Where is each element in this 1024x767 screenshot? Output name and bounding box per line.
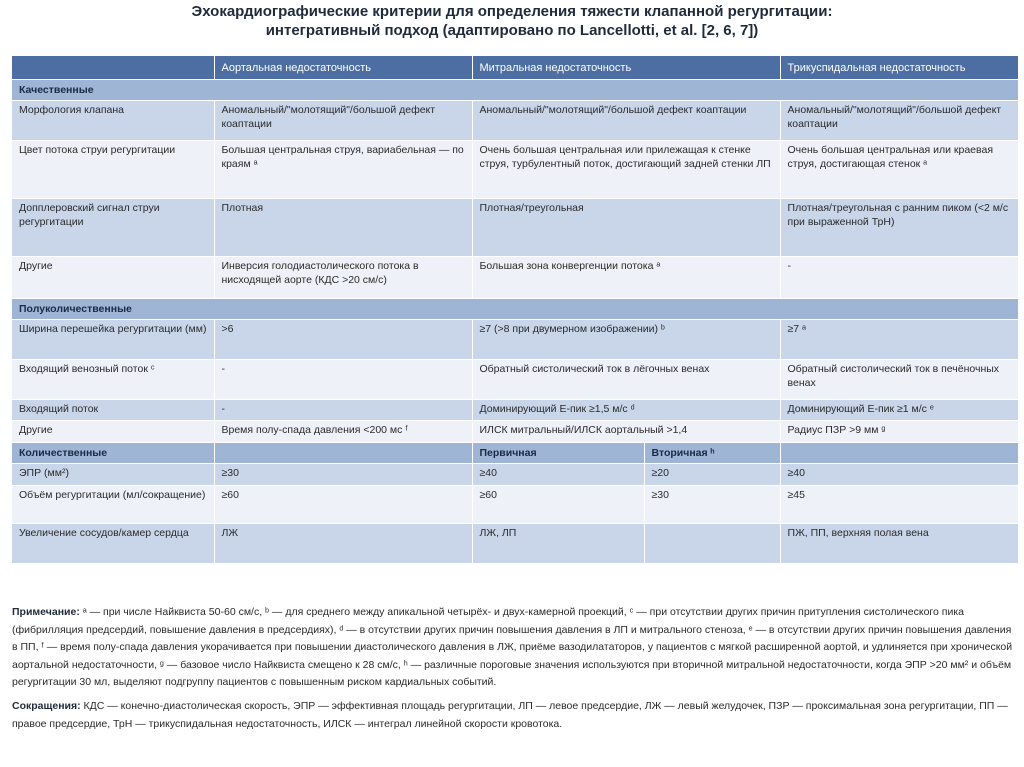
cell-aortic: ≥60	[214, 486, 472, 524]
cell-mitral: ≥7 (>8 при двумерном изображении) ᵇ	[472, 320, 780, 360]
table-row	[12, 400, 1018, 421]
table-row	[12, 524, 1018, 564]
row-label: ЭПР (мм²)	[12, 464, 214, 486]
row-label: Другие	[12, 421, 214, 443]
header-mitral: Митральная недостаточность	[472, 56, 780, 80]
row-label: Объём регургитации (мл/сокращение)	[12, 486, 214, 524]
cell-tricuspid: Очень большая центральная или краевая струя, достигающая стенок ᵃ	[780, 141, 1018, 199]
table-row	[12, 486, 1018, 524]
table-header-row	[12, 56, 1018, 80]
cell-tricuspid: ПЖ, ПП, верхняя полая вена	[780, 524, 1018, 564]
header-tricuspid: Трикуспидальная недостаточность	[780, 56, 1018, 80]
subheader-primary: Первичная	[472, 443, 644, 464]
cell-tricuspid: Доминирующий E-пик ≥1 м/с ᵉ	[780, 400, 1018, 421]
cell-mitral: Аномальный/"молотящий"/большой дефект коаптации	[472, 101, 780, 141]
section-label: Количественные	[12, 443, 214, 464]
header-aortic: Аортальная недостаточность	[214, 56, 472, 80]
notes-paragraph	[12, 604, 1016, 692]
table-row	[12, 320, 1018, 360]
cell-aortic: Большая центральная струя, вариабельная — по краям ᵃ	[214, 141, 472, 199]
row-label: Ширина перешейка регургитации (мм)	[12, 320, 214, 360]
cell-tricuspid: Плотная/треугольная с ранним пиком (<2 м/с при выраженной ТрН)	[780, 199, 1018, 257]
cell-aortic: Инверсия голодиастолического потока в нисходящей аорте (КДС >20 см/с)	[214, 257, 472, 299]
cell-aortic: Плотная	[214, 199, 472, 257]
cell-tricuspid: -	[780, 257, 1018, 299]
cell-tricuspid: Аномальный/"молотящий"/большой дефект коаптации	[780, 101, 1018, 141]
row-label: Цвет потока струи регургитации	[12, 141, 214, 199]
cell-tricuspid: Радиус ПЗР >9 мм ᵍ	[780, 421, 1018, 443]
section-empty-cell	[780, 443, 1018, 464]
footnotes	[12, 604, 1016, 739]
cell-tricuspid: ≥45	[780, 486, 1018, 524]
cell-mitral-primary: ≥40	[472, 464, 644, 486]
cell-aortic: ≥30	[214, 464, 472, 486]
title-line-1: Эхокардиографические критерии для определения тяжести клапанной регургитации:	[191, 3, 833, 20]
notes-label: Примечание:	[12, 606, 80, 618]
cell-tricuspid: Обратный систолический ток в печёночных венах	[780, 360, 1018, 400]
cell-tricuspid: ≥40	[780, 464, 1018, 486]
cell-aortic: -	[214, 360, 472, 400]
cell-mitral-primary: ≥60	[472, 486, 644, 524]
cell-aortic: -	[214, 400, 472, 421]
cell-mitral: Очень большая центральная или прилежащая к стенке струя, турбулентный поток, достигающий задней стенки ЛП	[472, 141, 780, 199]
section-label: Полуколичественные	[12, 299, 1018, 320]
cell-mitral: ИЛСК митральный/ИЛСК аортальный >1,4	[472, 421, 780, 443]
title-line-2: интегративный подход (адаптировано по Lancellotti, et al. [2, 6, 7])	[265, 22, 759, 39]
row-label: Другие	[12, 257, 214, 299]
cell-mitral: Обратный систолический ток в лёгочных венах	[472, 360, 780, 400]
cell-mitral-primary: ЛЖ, ЛП	[472, 524, 644, 564]
table-row	[12, 101, 1018, 141]
abbreviations-paragraph	[12, 698, 1016, 733]
cell-aortic: >6	[214, 320, 472, 360]
row-label: Морфология клапана	[12, 101, 214, 141]
cell-mitral-secondary: ≥30	[644, 486, 780, 524]
section-qualitative	[12, 80, 1018, 101]
cell-mitral: Большая зона конвергенции потока ᵃ	[472, 257, 780, 299]
table-row	[12, 464, 1018, 486]
cell-aortic: Время полу-спада давления <200 мс ᶠ	[214, 421, 472, 443]
notes-text: ᵃ — при числе Найквиста 50-60 см/с, ᵇ — для среднего между апикальной четырёх- и двух-камерной проекций, ᶜ — при отсутствии других причин притупления систолического пика (фибрилляция предсердий, повышение давления в предсердиях), ᵈ — в отсутствии других причин повышения давления в ЛП и митрального стеноза, ᵉ — в отсутствии других причин повышения давления в ПП, ᶠ — время полу-спада давления укорачивается при повышении диастолического давления в ЛЖ, приёме вазодилататоров, у пациентов с мягкой расширенной аортой, и удлиняется при хронической аортальной недостаточности, ᵍ — базовое число Найквиста смещено к 28 см/с, ʰ — различные пороговые значения используются при вторичной митральной недостаточности, когда ЭПР >20 мм² и объём регургитации 30 мл, выделяют подгруппу пациентов с повышенным риском кардиальных событий.	[12, 606, 1013, 689]
row-label: Допплеровский сигнал струи регургитации	[12, 199, 214, 257]
table-row	[12, 257, 1018, 299]
table-row	[12, 141, 1018, 199]
row-label: Увеличение сосудов/камер сердца	[12, 524, 214, 564]
section-quantitative	[12, 443, 1018, 464]
abbreviations-text: КДС — конечно-диастолическая скорость, ЭПР — эффективная площадь регургитации, ЛП — левое предсердие, ЛЖ — левый желудочек, ПЗР — проксимальная зона регургитации, ПП — правое предсердие, ТрН — трикуспидальная недостаточность, ИЛСК — интеграл линейной скорости кровотока.	[12, 699, 1008, 730]
cell-mitral-secondary	[644, 524, 780, 564]
cell-aortic: ЛЖ	[214, 524, 472, 564]
section-empty-cell	[214, 443, 472, 464]
cell-tricuspid: ≥7 ᵃ	[780, 320, 1018, 360]
table-row	[12, 199, 1018, 257]
cell-mitral-secondary: ≥20	[644, 464, 780, 486]
table-row	[12, 360, 1018, 400]
cell-mitral: Доминирующий E-пик ≥1,5 м/с ᵈ	[472, 400, 780, 421]
cell-mitral: Плотная/треугольная	[472, 199, 780, 257]
header-cell-empty	[12, 56, 214, 80]
cell-aortic: Аномальный/"молотящий"/большой дефект коаптации	[214, 101, 472, 141]
row-label: Входящий венозный поток ᶜ	[12, 360, 214, 400]
row-label: Входящий поток	[12, 400, 214, 421]
table-row	[12, 421, 1018, 443]
section-label: Качественные	[12, 80, 1018, 101]
criteria-table	[12, 56, 1019, 564]
document-title	[0, 0, 1024, 52]
subheader-secondary: Вторичная ʰ	[644, 443, 780, 464]
section-semi-quantitative	[12, 299, 1018, 320]
abbreviations-label: Сокращения:	[12, 699, 81, 712]
